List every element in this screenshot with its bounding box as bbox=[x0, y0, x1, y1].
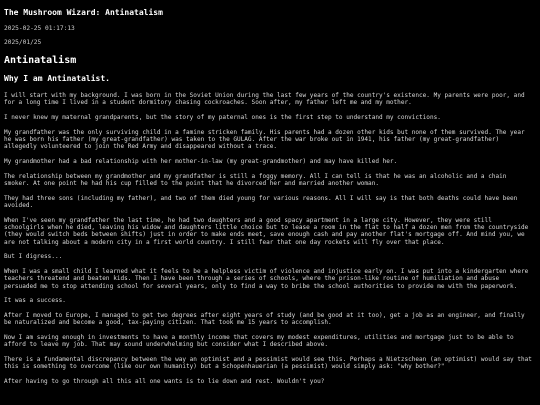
paragraph: But I digress... bbox=[4, 253, 63, 261]
post-title: Antinatalism bbox=[4, 55, 77, 66]
paragraph: I never knew my maternal grandparents, but the story of my paternal ones is the first step to understand my convictions. bbox=[4, 114, 441, 121]
post-body bbox=[4, 92, 534, 393]
paragraph: I will start with my background. I was born in the Soviet Union during the last few years of the country's existence. My parents were poor, and for a long time I lived in a student dormitory chasing cockroaches. Soon after, my father left me and my mother. bbox=[4, 92, 525, 107]
paragraph: The relationship between my grandmother and my grandfather is still a foggy memory. All I can tell is that he was an alcoholic and a chain smoker. At one point he had his cup filled to the point that he divorced her and married another woman. bbox=[4, 172, 507, 187]
paragraph: When I've seen my grandfather the last time, he had two daughters and a good spacy apartment in a large city. However, they were still schoolgirls when he died, leaving his widow and daughters little choice but to lease a room in the flat to half a dozen men from the countryside (they would switch beds between shifts) just in order to make ends meet, save enough cash and pay another flat's mortgage off. And mind you, we are not talking about a modern city in a first world country. I still fear that one day rockets will fly over that place. bbox=[4, 216, 529, 246]
post-created-timestamp: 2025-02-25 01:17:13 bbox=[4, 25, 75, 32]
post-date: 2025/01/25 bbox=[4, 39, 42, 46]
paragraph: Now I am saving enough in investments to have a monthly income that covers my modest expenditures, utilities and mortgage just to be able to afford to leave my job. That may sound underwhelming but consider what I described above. bbox=[4, 334, 514, 349]
paragraph: My grandfather was the only surviving child in a famine stricken family. His parents had a dozen other kids but none of them survived. The year he was born his father (my great-grandfather) was taken to the GULAG. After the war broke out in 1941, his father (my great-grandfather) allegedly volunteered to join the Red Army and disappeared without a trace. bbox=[4, 128, 525, 151]
section-heading: Why I am Antinatalist. bbox=[4, 74, 110, 83]
page-container bbox=[4, 0, 534, 405]
paragraph: When I was a small child I learned what it feels to be a helpless victim of violence and injustice early on. I was put into a kindergarten where teachers threatend and beaten kids. Then I have been through a series of schools, where the prison-like routine of humiliation and abuse persuaded me to stop attending school for several years, only to find a way to bribe the school authorities to provide me with the paperwork. bbox=[4, 268, 529, 290]
paragraph: It was a success. bbox=[4, 297, 66, 305]
paragraph: There is a fundamental discrepancy between the way an optimist and a pessimist would see this. Perhaps a Nietzschean (an optimist) would say that this is something to overcome (like our own humanity) but a Schopenhauerian (a pessimist) would simply ask: "why bother?" bbox=[4, 356, 532, 371]
paragraph: My grandmother had a bad relationship with her mother-in-law (my great-grandmother) and may have killed her. bbox=[4, 158, 398, 165]
site-title: The Mushroom Wizard: Antinatalism bbox=[4, 8, 163, 17]
paragraph: After I moved to Europe, I managed to get two degrees after eight years of study (and be good at it too), get a job as an engineer, and finally be naturalized and become a good, tax-paying citizen. That took me 15 years to accomplish. bbox=[4, 312, 525, 327]
paragraph: After having to go through all this all one wants is to lie down and rest. Wouldn't you? bbox=[4, 378, 325, 385]
paragraph: They had three sons (including my father), and two of them died young for various reasons. All I will say is that both deaths could have been avoided. bbox=[4, 194, 518, 209]
